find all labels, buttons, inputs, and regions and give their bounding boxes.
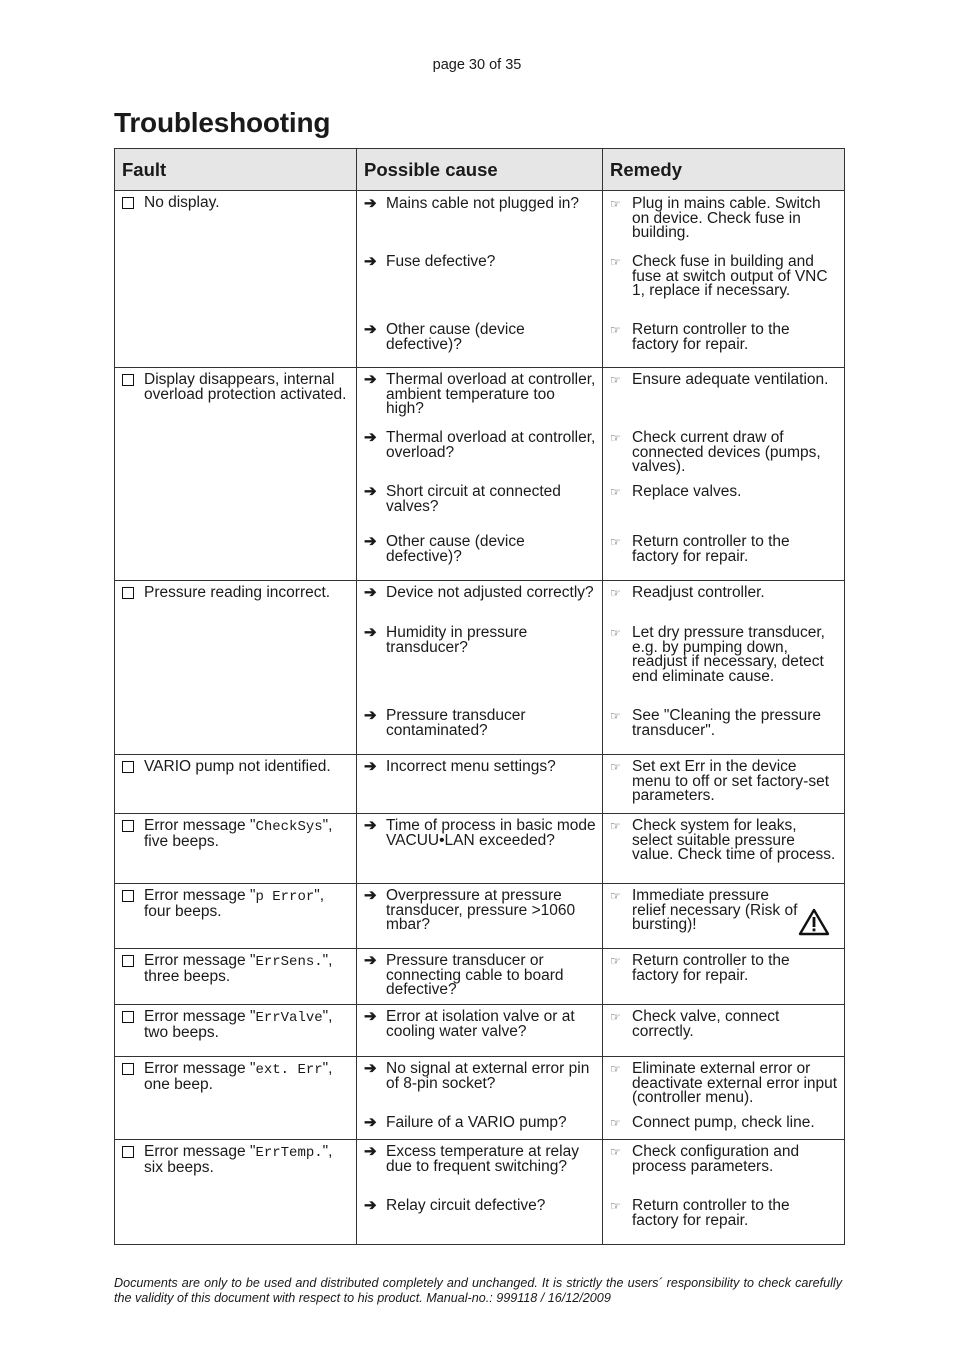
pointing-hand-icon: ☞ — [610, 255, 621, 269]
remedy-item — [610, 1145, 838, 1174]
fault-cell-content — [115, 1005, 356, 1056]
checkbox-icon — [122, 196, 134, 213]
remedy-item — [610, 323, 838, 352]
remedy-item-text: Replace valves. — [632, 483, 742, 500]
cause-item — [364, 431, 596, 460]
arrow-right-icon: ➔ — [364, 758, 377, 775]
fault-text-post: ", four beeps. — [144, 887, 325, 920]
cause-item — [364, 819, 596, 848]
cause-cell — [357, 191, 603, 368]
fault-cell — [115, 755, 357, 814]
remedy-cell — [603, 949, 845, 1005]
fault-item-text: No display. — [144, 194, 220, 211]
cause-cell — [357, 1005, 603, 1057]
cause-item — [364, 255, 596, 270]
pointing-hand-icon: ☞ — [610, 1116, 621, 1130]
checkbox-box — [122, 1063, 134, 1075]
fault-cell — [115, 949, 357, 1005]
pointing-hand-icon: ☞ — [610, 626, 621, 640]
remedy-item — [610, 485, 838, 500]
cause-item — [364, 1010, 596, 1039]
cause-item — [364, 485, 596, 514]
checkbox-icon — [122, 373, 134, 390]
arrow-right-icon: ➔ — [364, 1060, 377, 1077]
remedy-cell-content — [603, 1057, 844, 1139]
cause-item-text: Error at isolation valve or at cooling water valve? — [386, 1008, 575, 1040]
fault-cell — [115, 814, 357, 884]
checkbox-icon — [122, 1145, 134, 1162]
troubleshooting-table — [114, 148, 845, 1245]
remedy-cell-content — [603, 368, 844, 580]
fault-error-code: ErrTemp. — [255, 1145, 323, 1161]
cause-item-text: Failure of a VARIO pump? — [386, 1114, 567, 1131]
remedy-item-text: Immediate pressure relief necessary (Risk of bursting)! — [632, 887, 798, 933]
fault-item-text — [122, 954, 350, 984]
table-row — [115, 1057, 845, 1140]
page-number: page 30 of 35 — [432, 57, 522, 73]
checkbox-box — [122, 820, 134, 832]
remedy-item — [610, 586, 838, 601]
fault-item — [122, 1062, 350, 1092]
cause-cell-content — [357, 1005, 602, 1056]
remedy-cell — [603, 1057, 845, 1140]
pointing-hand-icon: ☞ — [610, 954, 621, 968]
remedy-item-text: Readjust controller. — [632, 584, 765, 601]
table-row — [115, 368, 845, 581]
cause-cell-content — [357, 755, 602, 813]
pointing-hand-icon: ☞ — [610, 819, 621, 833]
cause-cell-content — [357, 884, 602, 948]
fault-error-code: p Error — [255, 889, 315, 905]
cause-cell-content — [357, 949, 602, 1004]
cause-item — [364, 586, 596, 601]
cause-item-text: Short circuit at connected valves? — [386, 483, 561, 515]
pointing-hand-icon: ☞ — [610, 431, 621, 445]
remedy-item-text: See "Cleaning the pressure transducer". — [632, 707, 822, 739]
remedy-item — [610, 535, 838, 564]
fault-cell — [115, 1057, 357, 1140]
fault-text-post: ", five beeps. — [144, 817, 333, 850]
fault-item-text: VARIO pump not identified. — [144, 758, 331, 775]
fault-cell-content — [115, 368, 356, 580]
checkbox-box — [122, 890, 134, 902]
cause-item — [364, 760, 596, 775]
fault-text-pre: Error message " — [144, 1143, 256, 1160]
fault-cell-content — [115, 884, 356, 948]
remedy-cell — [603, 191, 845, 368]
cause-cell-content — [357, 1057, 602, 1139]
remedy-cell — [603, 755, 845, 814]
pointing-hand-icon: ☞ — [610, 709, 621, 723]
remedy-cell-content — [603, 1140, 844, 1244]
cause-item-text: Pressure transducer contaminated? — [386, 707, 526, 739]
fault-text-post: ", six beeps. — [144, 1143, 333, 1176]
checkbox-box — [122, 761, 134, 773]
fault-cell-content — [115, 949, 356, 1004]
cause-cell — [357, 581, 603, 755]
remedy-cell — [603, 884, 845, 949]
cause-item-text: Other cause (device defective)? — [386, 533, 525, 565]
pointing-hand-icon: ☞ — [610, 586, 621, 600]
fault-cell-content — [115, 1140, 356, 1244]
arrow-right-icon: ➔ — [364, 584, 377, 601]
fault-item — [122, 196, 350, 211]
remedy-item-text: Check valve, connect correctly. — [632, 1008, 780, 1040]
table-row — [115, 191, 845, 368]
cause-item — [364, 197, 596, 212]
checkbox-box — [122, 1146, 134, 1158]
cause-item-text: Fuse defective? — [386, 253, 496, 270]
fault-cell-content — [115, 191, 356, 367]
table-header-row — [115, 149, 845, 191]
remedy-item — [610, 626, 838, 684]
remedy-item-text: Let dry pressure transducer, e.g. by pumping down, readjust if necessary, detect end eliminate cause. — [632, 624, 825, 685]
pointing-hand-icon: ☞ — [610, 1010, 621, 1024]
cause-cell — [357, 368, 603, 581]
arrow-right-icon: ➔ — [364, 253, 377, 270]
arrow-right-icon: ➔ — [364, 533, 377, 550]
checkbox-icon — [122, 1062, 134, 1079]
arrow-right-icon: ➔ — [364, 321, 377, 338]
remedy-cell-content — [603, 1005, 844, 1056]
cause-item-text: Humidity in pressure transducer? — [386, 624, 528, 656]
cause-item-text: Excess temperature at relay due to frequent switching? — [386, 1143, 579, 1175]
fault-error-code: ErrValve — [255, 1010, 323, 1026]
fault-item — [122, 1145, 350, 1175]
fault-item-text: Display disappears, internal overload protection activated. — [144, 371, 347, 403]
fault-text-post: ", two beeps. — [144, 1008, 333, 1041]
fault-cell-content — [115, 814, 356, 883]
remedy-item — [610, 1199, 838, 1228]
fault-cell — [115, 1005, 357, 1057]
fault-text-pre: Error message " — [144, 1060, 256, 1077]
table-row — [115, 581, 845, 755]
fault-item — [122, 954, 350, 984]
table-row — [115, 884, 845, 949]
cause-cell — [357, 755, 603, 814]
cause-item — [364, 1199, 596, 1214]
remedy-item-text: Return controller to the factory for repair. — [632, 321, 790, 353]
remedy-cell-content — [603, 814, 844, 883]
fault-cell-content — [115, 581, 356, 754]
cause-cell — [357, 1140, 603, 1245]
fault-cell — [115, 368, 357, 581]
cause-item-text: Overpressure at pressure transducer, pressure >1060 mbar? — [386, 887, 576, 933]
remedy-item-text: Return controller to the factory for repair. — [632, 533, 790, 565]
arrow-right-icon: ➔ — [364, 1143, 377, 1160]
arrow-right-icon: ➔ — [364, 195, 377, 212]
remedy-item — [610, 431, 838, 475]
remedy-item-text: Eliminate external error or deactivate external error input (controller menu). — [632, 1060, 838, 1106]
remedy-cell-content — [603, 949, 844, 1004]
fault-item — [122, 1010, 350, 1040]
pointing-hand-icon: ☞ — [610, 889, 621, 903]
cause-cell-content — [357, 368, 602, 580]
footer-disclaimer: Documents are only to be used and distributed completely and unchanged. It is strictly the users´ responsibility to check carefully the validity of this document with respect to his product. Manual-no.: 999118 / 16/12/2009 — [114, 1276, 842, 1305]
checkbox-box — [122, 587, 134, 599]
cause-item-text: Mains cable not plugged in? — [386, 195, 580, 212]
checkbox-box — [122, 374, 134, 386]
cause-item-text: Thermal overload at controller, overload? — [386, 429, 596, 461]
cause-cell — [357, 949, 603, 1005]
fault-cell — [115, 1140, 357, 1245]
remedy-item-text: Ensure adequate ventilation. — [632, 371, 829, 388]
fault-item-text — [122, 1010, 350, 1040]
cause-item — [364, 889, 596, 933]
remedy-cell-content — [603, 884, 844, 948]
fault-item — [122, 586, 350, 601]
fault-error-code: ErrSens. — [255, 954, 323, 970]
remedy-item — [610, 1010, 838, 1039]
cause-item-text: Incorrect menu settings? — [386, 758, 556, 775]
cause-item — [364, 626, 596, 655]
remedy-item-text: Return controller to the factory for repair. — [632, 952, 790, 984]
remedy-item — [610, 709, 838, 738]
remedy-cell — [603, 1005, 845, 1057]
cause-item-text: Thermal overload at controller, ambient temperature too high? — [386, 371, 596, 417]
fault-text-pre: Error message " — [144, 887, 256, 904]
cause-item — [364, 1145, 596, 1174]
arrow-right-icon: ➔ — [364, 817, 377, 834]
remedy-cell — [603, 368, 845, 581]
checkbox-box — [122, 1011, 134, 1023]
cause-item — [364, 709, 596, 738]
checkbox-box — [122, 197, 134, 209]
checkbox-icon — [122, 1010, 134, 1027]
fault-error-code: ext. Err — [255, 1062, 323, 1078]
cause-cell-content — [357, 814, 602, 883]
page-title: Troubleshooting — [114, 107, 331, 138]
remedy-item — [610, 255, 838, 299]
arrow-right-icon: ➔ — [364, 371, 377, 388]
checkbox-icon — [122, 586, 134, 603]
cause-cell-content — [357, 191, 602, 367]
cause-item-text: No signal at external error pin of 8-pin socket? — [386, 1060, 590, 1092]
cause-item — [364, 535, 596, 564]
fault-text-post: ", one beep. — [144, 1060, 333, 1093]
arrow-right-icon: ➔ — [364, 483, 377, 500]
pointing-hand-icon: ☞ — [610, 1145, 621, 1159]
arrow-right-icon: ➔ — [364, 1114, 377, 1131]
cause-item-text: Time of process in basic mode VACUU•LAN exceeded? — [386, 817, 596, 849]
fault-text-pre: Error message " — [144, 817, 256, 834]
cause-item — [364, 954, 596, 998]
table-row — [115, 1140, 845, 1245]
fault-cell — [115, 191, 357, 368]
checkbox-box — [122, 955, 134, 967]
remedy-item — [610, 1116, 838, 1131]
remedy-item-text: Check configuration and process parameters. — [632, 1143, 800, 1175]
cause-item — [364, 1116, 596, 1131]
header-remedy: Remedy — [603, 149, 845, 191]
cause-cell-content — [357, 581, 602, 754]
remedy-item — [610, 373, 838, 388]
cause-item-text: Pressure transducer or connecting cable to board defective? — [386, 952, 564, 998]
checkbox-icon — [122, 889, 134, 906]
checkbox-icon — [122, 760, 134, 777]
remedy-item-text: Plug in mains cable. Switch on device. Check fuse in building. — [632, 195, 821, 241]
checkbox-icon — [122, 819, 134, 836]
remedy-cell-content — [603, 755, 844, 813]
fault-item-text — [122, 889, 350, 919]
table-row — [115, 755, 845, 814]
cause-cell — [357, 1057, 603, 1140]
header-fault: Fault — [115, 149, 357, 191]
cause-item-text: Other cause (device defective)? — [386, 321, 525, 353]
cause-item-text: Relay circuit defective? — [386, 1197, 546, 1214]
fault-text-pre: Error message " — [144, 1008, 256, 1025]
arrow-right-icon: ➔ — [364, 1197, 377, 1214]
arrow-right-icon: ➔ — [364, 624, 377, 641]
arrow-right-icon: ➔ — [364, 952, 377, 969]
fault-cell-content — [115, 755, 356, 813]
arrow-right-icon: ➔ — [364, 887, 377, 904]
table-row — [115, 1005, 845, 1057]
fault-cell-content — [115, 1057, 356, 1139]
fault-item — [122, 760, 350, 775]
table-row — [115, 814, 845, 884]
pointing-hand-icon: ☞ — [610, 535, 621, 549]
pointing-hand-icon: ☞ — [610, 197, 621, 211]
checkbox-icon — [122, 954, 134, 971]
arrow-right-icon: ➔ — [364, 429, 377, 446]
header-possible-cause: Possible cause — [357, 149, 603, 191]
remedy-cell-content — [603, 191, 844, 367]
fault-item — [122, 373, 350, 402]
cause-item — [364, 323, 596, 352]
remedy-item — [610, 197, 838, 241]
fault-item-text — [122, 819, 350, 849]
fault-item — [122, 819, 350, 849]
table-row — [115, 949, 845, 1005]
fault-item-text — [122, 1062, 350, 1092]
pointing-hand-icon: ☞ — [610, 760, 621, 774]
cause-cell — [357, 814, 603, 884]
pointing-hand-icon: ☞ — [610, 1199, 621, 1213]
remedy-item — [610, 954, 838, 983]
fault-item — [122, 889, 350, 919]
warning-triangle-icon — [798, 908, 830, 941]
remedy-item-text: Check current draw of connected devices (pumps, valves). — [632, 429, 821, 475]
fault-item-text — [122, 1145, 350, 1175]
pointing-hand-icon: ☞ — [610, 323, 621, 337]
cause-cell — [357, 884, 603, 949]
fault-error-code: CheckSys — [255, 819, 323, 835]
arrow-right-icon: ➔ — [364, 707, 377, 724]
fault-text-pre: Error message " — [144, 952, 256, 969]
remedy-item-text: Connect pump, check line. — [632, 1114, 815, 1131]
cause-item-text: Device not adjusted correctly? — [386, 584, 594, 601]
pointing-hand-icon: ☞ — [610, 1062, 621, 1076]
remedy-item-text: Set ext Err in the device menu to off or set factory-set parameters. — [632, 758, 829, 804]
remedy-cell — [603, 814, 845, 884]
remedy-cell — [603, 581, 845, 755]
remedy-item-text: Return controller to the factory for repair. — [632, 1197, 790, 1229]
cause-item — [364, 1062, 596, 1091]
cause-item — [364, 373, 596, 417]
pointing-hand-icon: ☞ — [610, 373, 621, 387]
remedy-item — [610, 819, 838, 863]
remedy-cell — [603, 1140, 845, 1245]
remedy-item-text: Check fuse in building and fuse at switch output of VNC 1, replace if necessary. — [632, 253, 828, 299]
fault-cell — [115, 581, 357, 755]
remedy-item — [610, 760, 838, 804]
remedy-item-text: Check system for leaks, select suitable pressure value. Check time of process. — [632, 817, 836, 863]
fault-item-text: Pressure reading incorrect. — [144, 584, 331, 601]
pointing-hand-icon: ☞ — [610, 485, 621, 499]
arrow-right-icon: ➔ — [364, 1008, 377, 1025]
remedy-cell-content — [603, 581, 844, 754]
fault-cell — [115, 884, 357, 949]
remedy-item — [610, 1062, 838, 1106]
cause-cell-content — [357, 1140, 602, 1244]
fault-text-post: ", three beeps. — [144, 952, 333, 985]
